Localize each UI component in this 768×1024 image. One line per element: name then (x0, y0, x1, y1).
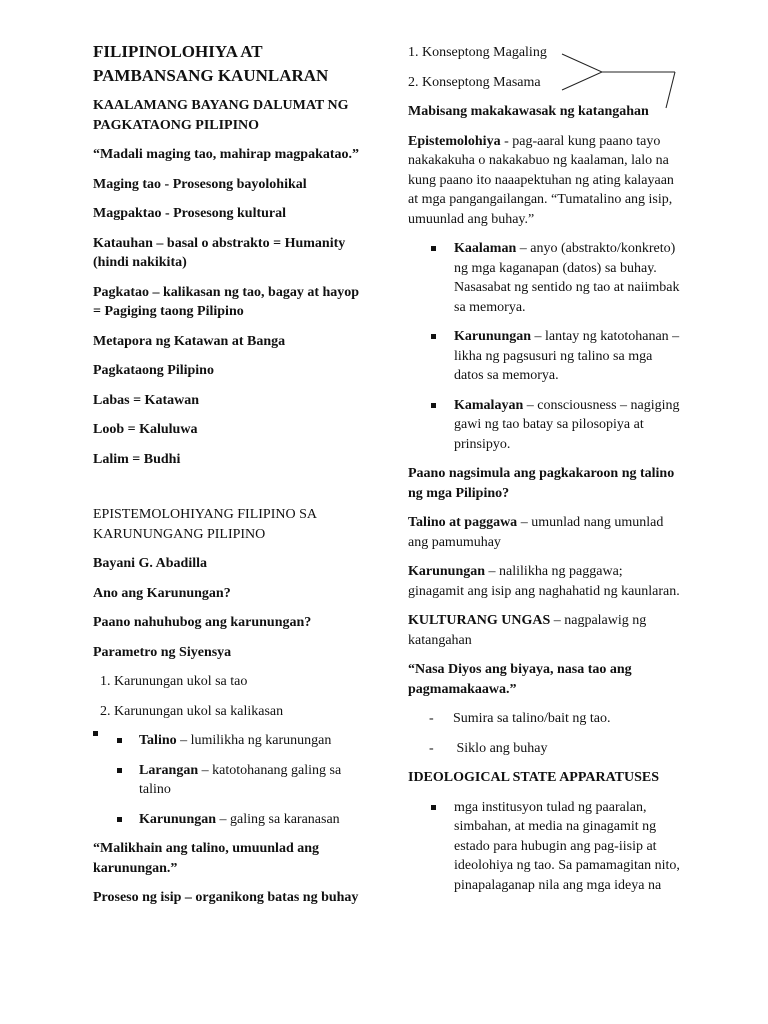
dash-text: Siklo ang buhay (453, 740, 548, 756)
bullet-desc: – lumilikha ng karunungan (176, 733, 332, 748)
quote-malikhain: “Malikhain ang talino, umuunlad ang karunungan.” (93, 841, 320, 876)
list-item (408, 709, 680, 729)
isa-title: IDEOLOGICAL STATE APPARATUSES (408, 770, 660, 785)
desc-kulturang-ungas: – nagpalawig ng katangahan (408, 613, 647, 648)
desc-epistemolohiya: - pag-aaral kung paano tayo nakakakuha o nakakabuo ng kaalaman, lalo na kung paano ito naaapektuhan ng ating kalayaan at mga pangangailangan. “Tumatalino ang isip, umuunlad ang buhay.” (408, 133, 674, 227)
quote-magpakatao: “Madali maging tao, mahirap magpakatao.” (93, 147, 360, 162)
list-item (93, 810, 368, 830)
bullet-desc: – katotohanang galing sa talino (139, 762, 342, 797)
desc-karunungan: – nalilikha ng paggawa; ginagamit ang isip ang naghahatid ng kaunlaran. (408, 564, 680, 599)
bullet-desc: – lantay ng katotohanan – likha ng pagsusuri ng talino sa mga datos sa memorya. (454, 329, 680, 383)
list-item (93, 761, 368, 800)
bullet-list-isa (408, 798, 680, 896)
bullet-term: Talino (139, 733, 177, 748)
paragraph-talino-paggawa (408, 513, 680, 552)
numbered-item-1: 1. Karunungan ukol sa tao (100, 674, 248, 689)
author: Bayani G. Abadilla (93, 556, 207, 571)
bullet-desc: – anyo (abstrakto/konkreto) ng mga kaganapan (datos) sa buhay. Nasasabat ng sentido ng tao at naiimbak sa memorya. (454, 241, 680, 315)
line-loob: Loob = Kaluluwa (93, 422, 198, 437)
paragraph-kulturang-ungas (408, 611, 680, 650)
dash-list (408, 709, 680, 758)
bullet-term: Karunungan (454, 329, 532, 344)
list-item: mga institusyon tulad ng paaralan, simbahan, at media na ginagamit ng estado para hubugin ang pag-iisip at ideolohiya ng tao. Sa pamamagitan nito, pinapalaganap nila ang mga ideya na (408, 798, 680, 896)
concept-masama: 2. Konseptong Masama (408, 74, 541, 90)
list-item (408, 396, 680, 455)
question-nahuhubog: Paano nahuhubog ang karunungan? (93, 615, 312, 630)
bullet-term: Kamalayan (454, 397, 524, 413)
subtitle: KAALAMANG BAYANG DALUMAT NG PAGKATAONG PILIPINO (93, 98, 349, 133)
paragraph-karunungan (408, 562, 680, 601)
left-column (93, 40, 368, 918)
line-metapora: Metapora ng Katawan at Banga (93, 333, 286, 349)
parametro-heading: Parametro ng Siyensya (93, 644, 232, 660)
document-title: FILIPINOLOHIYA AT PAMBANSANG KAUNLARAN (93, 42, 329, 85)
right-column (408, 43, 680, 905)
bracket-connector (560, 52, 680, 112)
term-epistemolohiya: Epistemolohiya (408, 133, 501, 149)
dash-symbol: - (429, 711, 434, 726)
question-karunungan: Ano ang Karunungan? (93, 585, 231, 601)
dash-symbol: - (429, 740, 434, 756)
paragraph-epistemolohiya (408, 132, 680, 230)
term-karunungan: Karunungan (408, 564, 486, 579)
line-maging-tao: Maging tao - Prosesong bayolohikal (93, 176, 307, 192)
list-item (408, 327, 680, 386)
bullet-desc: – consciousness – nagiging gawi ng tao batay sa pilosopiya at prinsipyo. (454, 397, 680, 452)
line-katauhan: Katauhan – basal o abstrakto = Humanity (hindi nakikita) (93, 235, 346, 270)
section-title-epistemolohiya: EPISTEMOLOHIYANG FILIPINO SA KARUNUNGANG PILIPINO (93, 507, 317, 542)
numbered-item-2: 2. Karunungan ukol sa kalikasan (100, 703, 284, 719)
term-talino-paggawa: Talino at paggawa (408, 515, 518, 530)
concept-magaling: 1. Konseptong Magaling (408, 45, 547, 60)
list-item (93, 731, 368, 751)
bullet-term: Karunungan (139, 811, 217, 827)
bullet-list-talino (93, 731, 368, 829)
desc-talino-paggawa: – umunlad nang umunlad ang pamumuhay (408, 515, 664, 550)
list-item (408, 239, 680, 317)
bullet-list-kaalaman (408, 239, 680, 454)
bullet-desc: – galing sa karanasan (216, 811, 340, 827)
line-lalim: Lalim = Budhi (93, 451, 181, 467)
term-kulturang-ungas: KULTURANG UNGAS (408, 613, 551, 628)
line-magpaktao: Magpaktao - Prosesong kultural (93, 206, 287, 221)
quote-nasa-diyos: “Nasa Diyos ang biyaya, nasa tao ang pagmamakaawa.” (408, 662, 632, 697)
line-pagkataong-pilipino: Pagkataong Pilipino (93, 363, 214, 378)
line-pagkatao: Pagkatao – kalikasan ng tao, bagay at hayop = Pagiging taong Pilipino (93, 284, 360, 319)
line-proseso: Proseso ng isip – organikong batas ng buhay (93, 890, 359, 905)
line-mabisang: Mabisang makakawasak ng katangahan (408, 104, 649, 119)
question-talino: Paano nagsimula ang pagkakaroon ng talino ng mga Pilipino? (408, 466, 675, 501)
dash-text: Sumira sa talino/bait ng tao. (453, 711, 611, 726)
bullet-term: Larangan (139, 762, 199, 778)
bullet-term: Kaalaman (454, 241, 517, 256)
line-labas: Labas = Katawan (93, 392, 199, 408)
list-item (408, 739, 680, 759)
